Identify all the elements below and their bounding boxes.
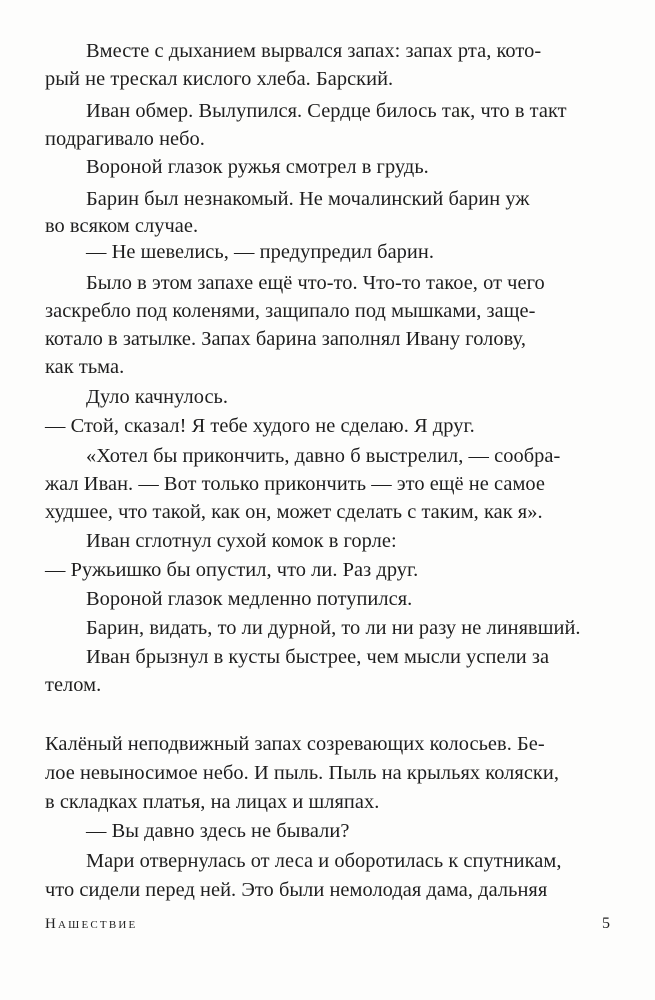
text-line: Калёный неподвижный запах созревающих колосьев. Бе- — [45, 733, 545, 755]
text-line: Барин, видать, то ли дурной, то ли ни разу не линявший. — [86, 617, 581, 639]
page-number: 5 — [602, 915, 610, 932]
text-line: котало в затылке. Запах барина заполнял Ивану голову, — [45, 328, 526, 350]
text-line: Вместе с дыханием вырвался запах: запах рта, кото- — [86, 40, 542, 62]
text-line: «Хотел бы прикончить, давно б выстрелил, — сообра- — [86, 445, 561, 467]
text-line: жал Иван. — Вот только прикончить — это ещё не самое — [45, 473, 546, 495]
text-line: худшее, что такой, как он, может сделать с таким, как я». — [45, 501, 543, 523]
text-line: Было в этом запахе ещё что-то. Что-то такое, от чего — [86, 272, 545, 294]
text-line: в складках платья, на лицах и шляпах. — [45, 791, 380, 813]
text-line: Барин был незнакомый. Не мочалинский барин уж — [86, 188, 530, 210]
text-line: Иван сглотнул сухой комок в горле: — [86, 530, 397, 552]
text-line: Вороной глазок ружья смотрел в грудь. — [86, 156, 429, 178]
text-line: — Стой, сказал! Я тебе худого не сделаю. Я друг. — [45, 415, 475, 437]
text-line: — Вы давно здесь не бывали? — [86, 820, 350, 842]
text-line: что сидели перед ней. Это были немолодая дама, дальняя — [45, 879, 548, 901]
text-line: Мари отвернулась от леса и оборотилась к спутникам, — [86, 850, 562, 872]
running-head: Нашествие — [45, 916, 138, 932]
text-line: — Не шевелись, — предупредил барин. — [86, 241, 434, 263]
text-line: телом. — [45, 674, 102, 696]
text-line: Дуло качнулось. — [86, 386, 229, 408]
text-line: Вороной глазок медленно потупился. — [86, 588, 413, 610]
text-line: Иван обмер. Вылупился. Сердце билось так, что в такт — [86, 100, 567, 122]
text-line: заскребло под коленями, защипало под мышками, заще- — [45, 300, 536, 322]
text-line: Иван брызнул в кусты быстрее, чем мысли успели за — [86, 646, 550, 668]
text-line: лое невыносимое небо. И пыль. Пыль на крыльях коляски, — [45, 762, 559, 784]
text-line: как тьма. — [45, 356, 125, 378]
text-line: рый не трескал кислого хлеба. Барский. — [45, 68, 394, 90]
text-line: во всяком случае. — [45, 215, 199, 237]
text-line: — Ружьишко бы опустил, что ли. Раз друг. — [45, 559, 419, 581]
text-line: подрагивало небо. — [45, 128, 205, 150]
